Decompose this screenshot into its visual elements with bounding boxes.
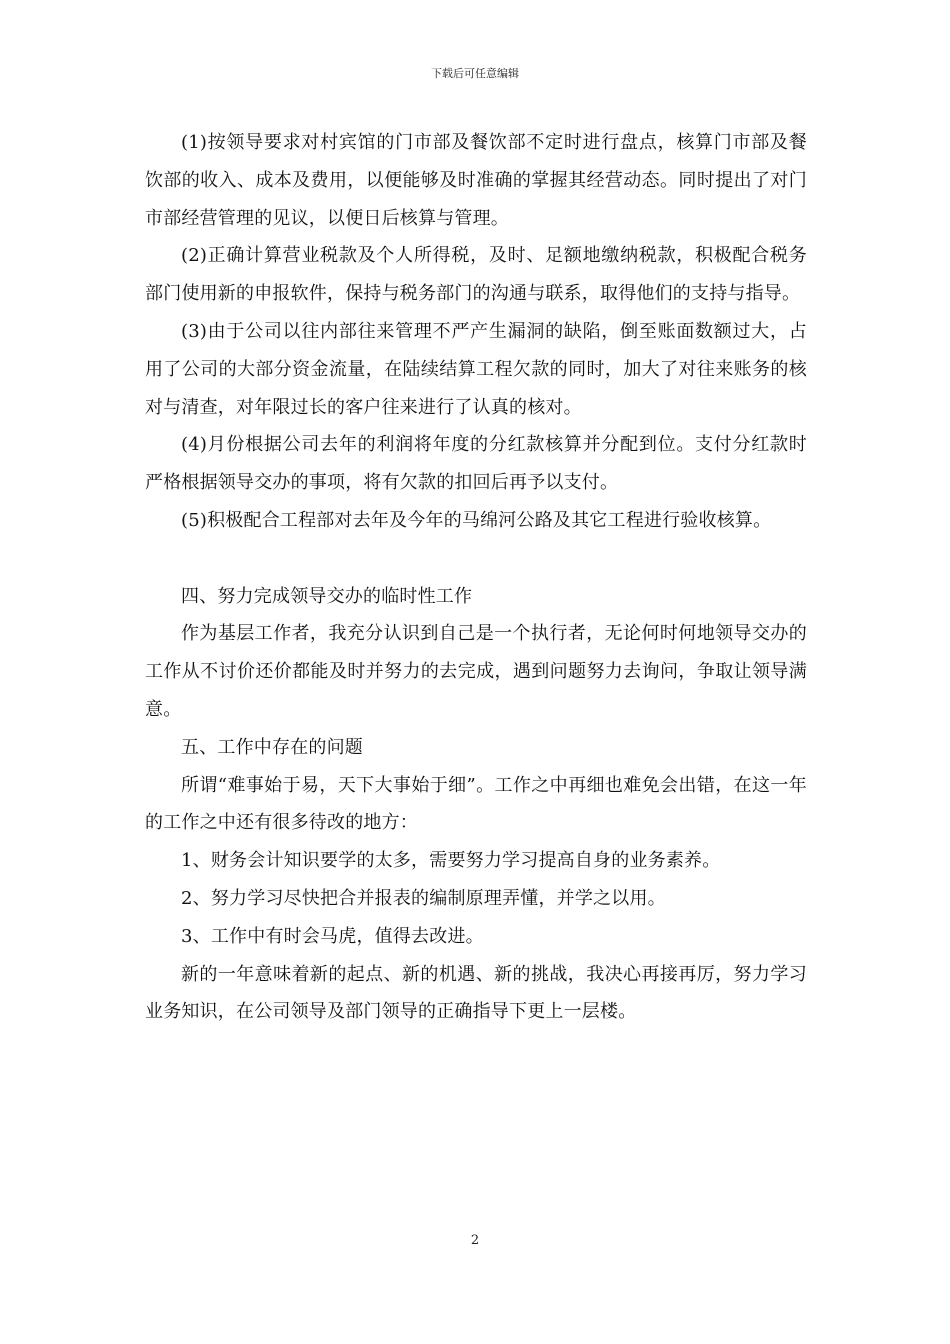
- list-item-2: 2、努力学习尽快把合并报表的编制原理弄懂，并学之以用。: [181, 887, 666, 909]
- closing-paragraph: 新的一年意味着新的起点、新的机遇、新的挑战，我决心再接再厉，努力学习业务知识，在公司领导及部门领导的正确指导下更上一层楼。: [145, 963, 807, 1023]
- paragraph-item-4: (4)月份根据公司去年的利润将年度的分红款核算并分配到位。支付分红款时严格根据领导交办的事项，将有欠款的扣回后再予以支付。: [145, 434, 807, 494]
- page-header: 下载后可任意编辑: [431, 67, 519, 80]
- page-number: 2: [470, 1233, 480, 1248]
- document-body: [145, 124, 807, 1031]
- paragraph-item-3: (3)由于公司以往内部往来管理不严产生漏洞的缺陷，倒至账面数额过大，占用了公司的大部分资金流量，在陆续结算工程欠款的同时，加大了对往来账务的核对与清查，对年限过长的客户往来进行了认真的核对。: [145, 320, 807, 418]
- list-item-1: 1、财务会计知识要学的太多，需要努力学习提高自身的业务素养。: [181, 850, 721, 872]
- paragraph-item-1: (1)按领导要求对村宾馆的门市部及餐饮部不定时进行盘点，核算门市部及餐饮部的收入、成本及费用，以便能够及时准确的掌握其经营动态。同时提出了对门市部经营管理的见议，以便日后核算与管理。: [145, 132, 807, 229]
- section-heading-4: 四、努力完成领导交办的临时性工作: [181, 585, 473, 607]
- paragraph-section-4: 作为基层工作者，我充分认识到自己是一个执行者，无论何时何地领导交办的工作从不讨价还价都能及时并努力的去完成，遇到问题努力去询问，争取让领导满意。: [145, 623, 807, 720]
- section-heading-5: 五、工作中存在的问题: [181, 736, 363, 758]
- paragraph-item-2: (2)正确计算营业税款及个人所得税，及时、足额地缴纳税款，积极配合税务部门使用新的申报软件，保持与税务部门的沟通与联系，取得他们的支持与指导。: [145, 245, 807, 305]
- paragraph-section-5-intro: 所谓“难事始于易，天下大事始于细”。工作之中再细也难免会出错，在这一年的工作之中还有很多待改的地方：: [145, 774, 807, 834]
- list-item-3: 3、工作中有时会马虎，值得去改进。: [181, 925, 484, 947]
- paragraph-item-5: (5)积极配合工程部对去年及今年的马绵河公路及其它工程进行验收核算。: [181, 509, 772, 531]
